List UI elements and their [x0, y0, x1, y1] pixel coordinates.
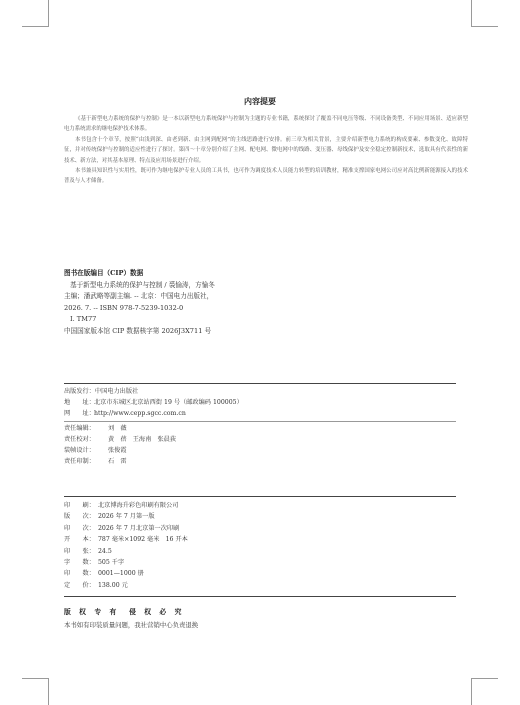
- address-row: [64, 397, 456, 408]
- printing-label: 印 次：: [64, 524, 95, 532]
- printing-label: 版 次：: [64, 513, 95, 521]
- printing-row: [64, 523, 456, 534]
- printing-row: [64, 500, 456, 511]
- printing-value: 2026 年 7 月北京第一次印刷: [98, 524, 180, 532]
- cip-title: 图书在版编目（CIP）数据: [64, 269, 144, 277]
- printing-label: 印 张：: [64, 547, 95, 555]
- printing-row: [64, 568, 456, 579]
- printing-value: 787 毫米×1092 毫米 16 开本: [98, 536, 188, 544]
- editor-value: 刘 薇: [108, 424, 127, 432]
- editor-row: [64, 423, 456, 434]
- print-resp-value: 石 雷: [108, 458, 127, 466]
- section-rule: [64, 496, 456, 497]
- printing-value: 505 千字: [98, 558, 125, 566]
- printing-row: [64, 546, 456, 557]
- summary-paragraph: 本书包含十个章节，按照“由浅到深、由老到新、由主网到配网”的主线思路进行安排。前三章为相关背景，主要介绍新型电力系统的构成要素、参数变化、故障特征，并对传统保护与控制的适应性进行了探讨。第四～十章分别介绍了主网、配电网、微电网中的线路、变压器、母线保护及安全稳定控制新技术，选取具有代表性的新技术、新方法，对其基本原理、特点及应用场景进行介绍。: [64, 136, 468, 164]
- print-resp-row: [64, 456, 456, 467]
- printing-label: 定 价：: [64, 581, 95, 589]
- cip-line: 中国国家版本馆 CIP 数据核字第 2026J3X711 号: [64, 326, 212, 335]
- cip-line: 主编；潘武略等副主编. -- 北京：中国电力出版社，: [64, 292, 214, 301]
- section-rule: [64, 596, 456, 597]
- design-row: [64, 445, 456, 456]
- design-value: 张俊霞: [108, 446, 127, 454]
- website-label: 网 址：: [64, 410, 95, 418]
- publisher-row: [64, 386, 456, 397]
- printing-row: [64, 580, 456, 591]
- cip-line: Ⅰ. TM77: [70, 315, 97, 324]
- summary-paragraph: 本书兼具知识性与实用性，既可作为继电保护专业人员的工具书，也可作为调度技术人员能力转型的培训教材，精准支撑国家电网公司应对高比例新能源接入的技术普及与人才储备。: [64, 168, 468, 185]
- crop-mark-top-left: [22, 0, 49, 27]
- publisher-text: 出版发行：中国电力出版社: [64, 388, 139, 395]
- cip-line: 2026. 7. -- ISBN 978-7-5239-1032-0: [64, 303, 184, 312]
- printing-row: [64, 511, 456, 522]
- divider: [64, 421, 456, 422]
- printing-row: [64, 557, 456, 568]
- summary-paragraph: 《基于新型电力系统的保护与控制》是一本以新型电力系统保护与控制为主题的专业书籍，系统探讨了覆盖不同电压等级、不同设备类型、不同应用场景、适应新型电力系统需求的继电保护技术体系。: [64, 116, 468, 133]
- section-rule: [64, 383, 456, 384]
- printing-row: [64, 534, 456, 545]
- printing-value: 24.5: [98, 547, 112, 555]
- crop-mark-top-right: [471, 0, 498, 27]
- address-label: 地 址：: [64, 399, 95, 407]
- crop-mark-bottom-right: [471, 678, 498, 705]
- address-value: 北京市东城区北京站西街 19 号（邮政编码 100005）: [94, 399, 243, 407]
- editor-label: 责任编辑：: [64, 424, 95, 432]
- print-resp-label: 责任印制：: [64, 458, 95, 466]
- return-notice: 本书如有印装质量问题，我社营销中心负责退换: [64, 621, 199, 629]
- cip-block: [64, 268, 464, 338]
- cip-line: 基于新型电力系统的保护与控制 / 裘愉涛，方愉冬: [70, 280, 215, 289]
- copyright-title: 版 权 专 有 侵 权 必 究: [64, 608, 185, 616]
- design-label: 装帧设计：: [64, 446, 95, 454]
- publisher-info: [64, 386, 456, 467]
- proof-value: 黄 蓓 王海南 张晨荻: [108, 435, 177, 443]
- printing-label: 印 数：: [64, 570, 95, 578]
- proof-label: 责任校对：: [64, 435, 95, 443]
- proof-row: [64, 434, 456, 445]
- website-row: [64, 408, 456, 419]
- printing-label: 字 数：: [64, 558, 95, 566]
- printing-value: 138.00 元: [98, 581, 128, 589]
- summary-body: [64, 114, 468, 187]
- printing-label: 开 本：: [64, 536, 95, 544]
- printing-info: [64, 500, 456, 591]
- printing-value: 0001—1000 册: [98, 570, 144, 578]
- printing-label: 印 刷：: [64, 502, 95, 509]
- crop-mark-bottom-left: [22, 678, 49, 705]
- website-value: http://www.cepp.sgcc.com.cn: [94, 410, 186, 418]
- printing-value: 北京博海升彩色印刷有限公司: [98, 502, 179, 509]
- summary-title: 内容提要: [244, 96, 276, 106]
- printing-value: 2026 年 7 月第一版: [98, 513, 155, 521]
